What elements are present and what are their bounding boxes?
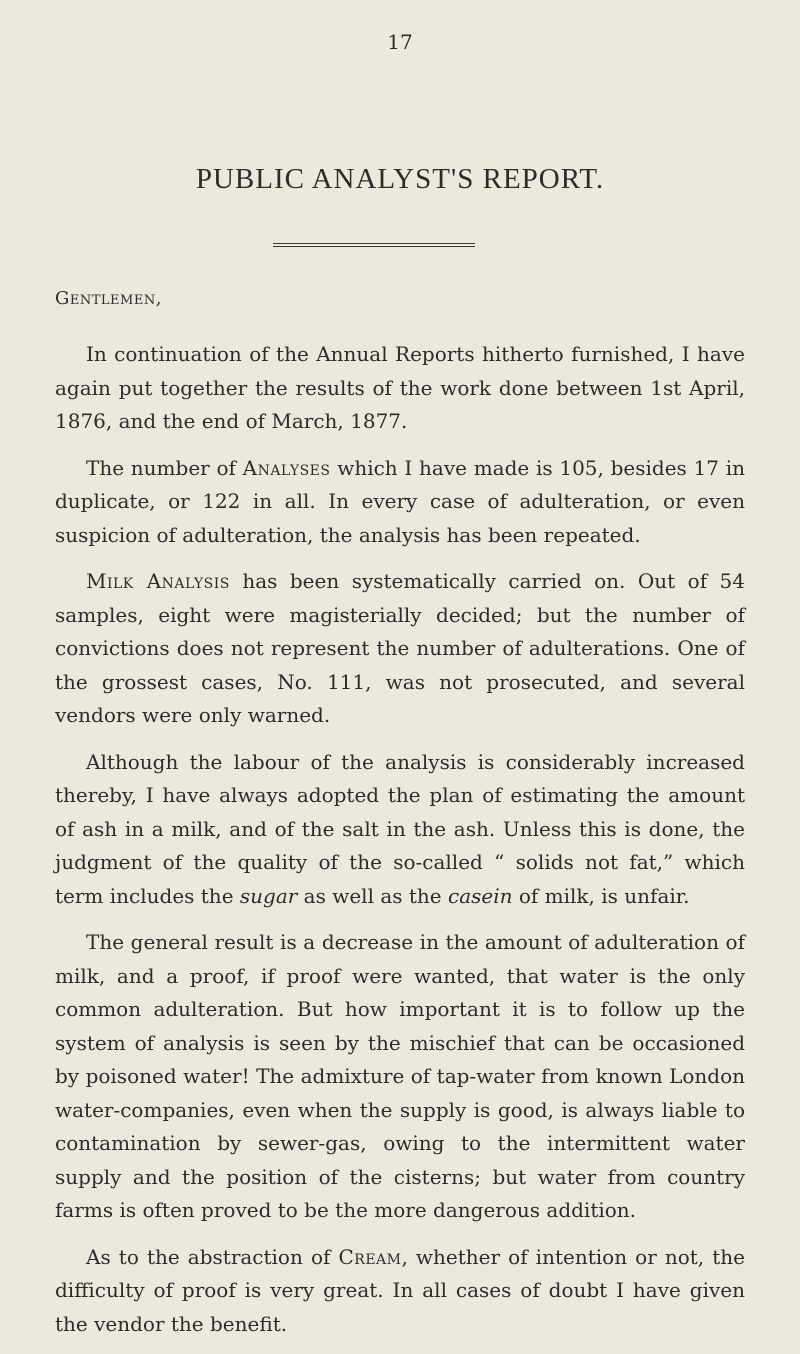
report-title: PUBLIC ANALYST'S REPORT. [195, 163, 605, 195]
paragraph-text: , whether of intention or not, the difficulty of proof is very great. In all cases of doubt I have given the vendor the benefit. [55, 1244, 745, 1336]
paragraph-text: As to the abstraction of [86, 1244, 339, 1269]
paragraph-general-result [55, 926, 745, 1228]
page-number: 17 [387, 30, 413, 54]
paragraph-ash-method [55, 746, 745, 914]
paragraph-text: Although the labour of the analysis is considerably increased thereby, I have always adopted the plan of estimating the amount of ash in a milk, and of the salt in the ash. Unless this is done, the judgment of the quality of the so-called “ solids not fat,” which term includes the [55, 749, 745, 908]
paragraph-text: which I have made is 105, besides 17 in duplicate, or 122 in all. In every case of adulteration, or even suspicion of adulteration, the analysis has been repeated. [55, 455, 746, 547]
italic-term: casein [448, 883, 513, 908]
title-divider [273, 243, 475, 247]
paragraph-text: In continuation of the Annual Reports hitherto furnished, I have again put together the results of the work done between 1st April, 1876, and the end of March, 1877. [55, 342, 745, 433]
paragraph-continuation [55, 338, 745, 439]
paragraph-text: has been systematically carried on. Out of 54 samples, eight were magisterially decided; but the number of convictions does not represent the number of adulterations. One of the grossest cases, No. 111, was not prosecuted, and several vendors were only warned. [55, 569, 745, 727]
paragraph-text: as well as the [297, 883, 448, 908]
paragraph-cream [55, 1241, 745, 1342]
paragraph-analyses [55, 452, 745, 553]
small-caps-term: Cream [338, 1244, 402, 1269]
paragraph-text: of milk, is unfair. [512, 883, 690, 908]
small-caps-term: Analyses [242, 455, 331, 480]
paragraph-text: The general result is a decrease in the amount of adulteration of milk, and a proof, if proof were wanted, that water is the only common adulteration. But how important it is to follow up the system of analysis is seen by the mischief that can be occasioned by poisoned water! The admixture of tap-water from known London water-companies, even when the supply is good, is always liable to contamination by sewer-gas, owing to the intermittent water supply and the position of the cisterns; but water from country farms is often proved to be the more dangerous addition. [55, 930, 745, 1222]
italic-term: sugar [239, 883, 298, 908]
small-caps-term: Milk Analysis [86, 569, 230, 593]
salutation: Gentlemen, [55, 288, 162, 309]
paragraph-milk-analysis [55, 565, 745, 733]
paragraph-text: The number of [86, 455, 243, 480]
report-body [55, 338, 745, 1354]
